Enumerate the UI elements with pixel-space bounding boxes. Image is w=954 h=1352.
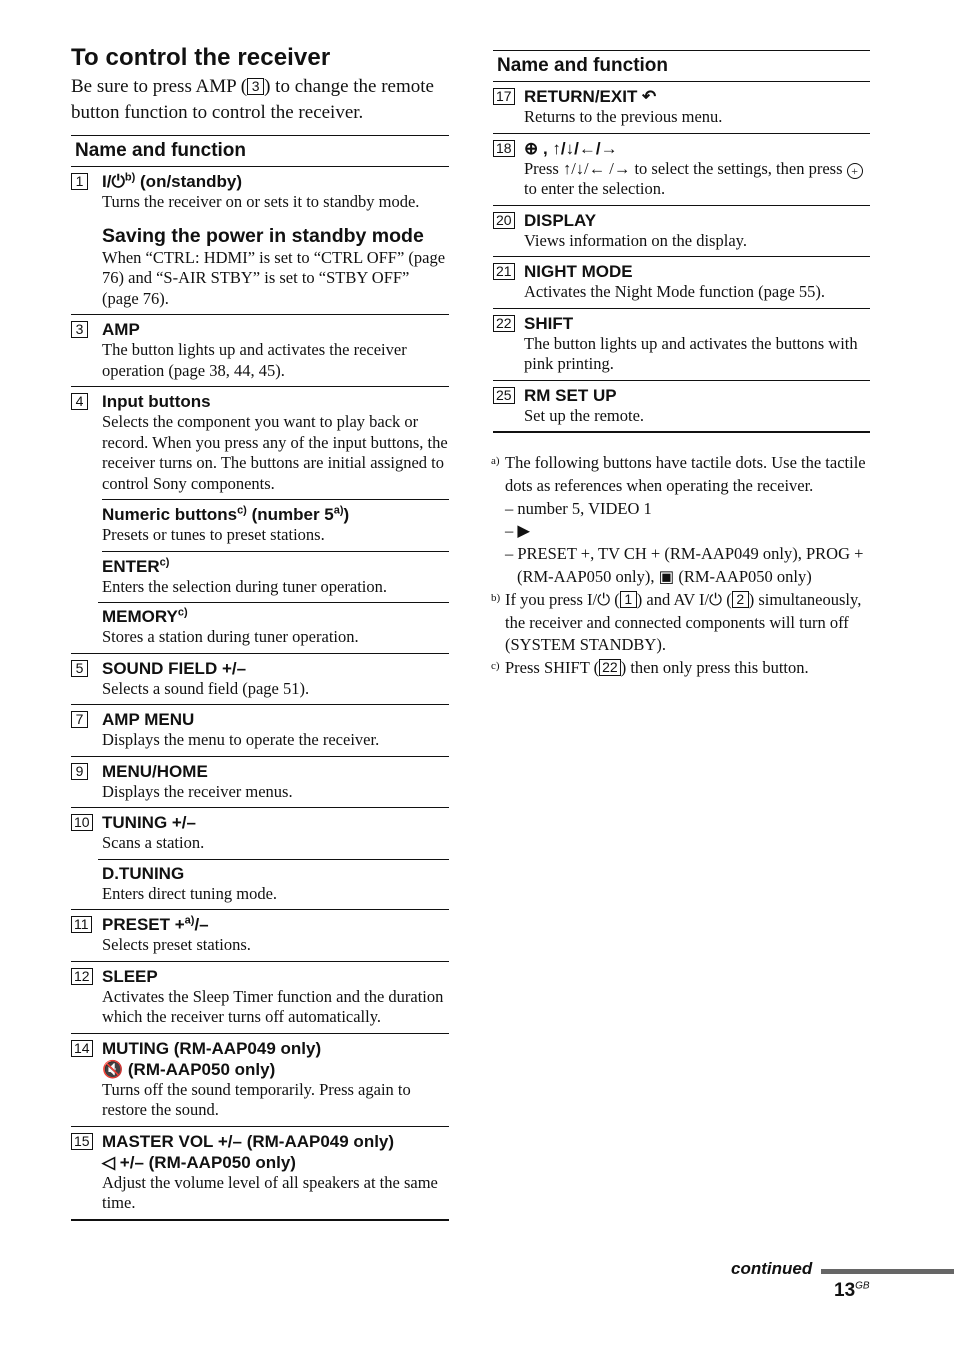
item-number: 12	[71, 968, 93, 985]
item-description: Activates the Sleep Timer function and the duration which the receiver turns off automatically.	[102, 986, 444, 1026]
item-description: Displays the menu to operate the receiver.	[102, 730, 380, 749]
table-header: Name and function	[493, 50, 870, 82]
item-number: 10	[71, 814, 93, 831]
table-row	[71, 910, 449, 962]
table-row	[71, 1127, 449, 1221]
item-name: MEMORY$^{c)}$	[102, 606, 188, 626]
item-name: Input buttons	[102, 392, 211, 411]
item-description: Selects the component you want to play back or record. When you press any of the input buttons, the receiver turns on. The buttons are initial assigned to control Sony components.	[102, 412, 448, 493]
item-name: SOUND FIELD +/–	[102, 658, 247, 678]
table-subrow	[102, 551, 449, 603]
item-number: 7	[71, 711, 88, 728]
continued-label: continued	[731, 1259, 813, 1278]
table-row	[71, 315, 449, 387]
right-function-table	[493, 50, 870, 433]
table-row	[71, 167, 449, 315]
item-number: 14	[71, 1040, 93, 1057]
item-name: SLEEP	[102, 966, 158, 986]
footnote-b: b) If you press I/⏻ ( 1 ) and AV I/⏻ ( 2 ) simultaneously, the receiver and connected components will turn off (SYSTEM STANDBY).	[491, 589, 862, 655]
item-name: AMP MENU	[102, 710, 195, 729]
item-name: RETURN/EXIT ↶	[524, 87, 657, 106]
item-description: Selects a sound field (page 51).	[102, 678, 310, 698]
item-number: 3	[71, 321, 88, 338]
footnote-ref: a)	[184, 914, 195, 927]
footnote-ref: a)	[333, 504, 344, 517]
item-name: MENU/HOME	[102, 761, 208, 781]
table-row	[71, 1034, 449, 1127]
footnote-ref: c)	[237, 504, 247, 517]
table-row	[71, 962, 449, 1034]
item-name: AMP	[102, 320, 140, 339]
table-row	[71, 808, 449, 859]
item-name: PRESET +$^{a)}$/–	[102, 914, 209, 934]
item-description: Selects preset stations.	[102, 935, 251, 954]
table-row	[493, 82, 870, 134]
footnote-a: a) The following buttons have tactile dots. Use the tactile dots as references when operating the receiver. – number 5, VIDEO 1 – ▶ – PRESET +, TV CH + (RM-AAP049 only), PROG + (RM-AAP050 only), ▣ (RM-AAP050 only)	[491, 453, 866, 586]
item-number: 4	[71, 393, 88, 410]
table-row	[71, 387, 449, 499]
item-description: Stores a station during tuner operation.	[102, 627, 359, 646]
section-title: Saving the power in standby mode	[102, 224, 424, 247]
footnote-ref: c)	[177, 606, 188, 619]
item-name: Numeric buttons$^{c)}$ (number 5$^{a)}$)	[102, 504, 350, 524]
item-number: 9	[71, 763, 88, 780]
table-row	[71, 705, 449, 757]
table-subrow	[102, 499, 449, 551]
item-name: SHIFT	[524, 313, 574, 333]
table-row	[493, 134, 870, 206]
table-header: Name and function	[71, 135, 449, 167]
footnotes	[491, 452, 871, 680]
item-name-alt: ◁ +/– (RM-AAP050 only)	[102, 1152, 296, 1172]
page-title: To control the receiver	[71, 44, 331, 71]
item-name: NIGHT MODE	[524, 262, 633, 281]
item-description: Presets or tunes to preset stations.	[102, 525, 325, 544]
item-description: Enters the selection during tuner operation.	[102, 576, 387, 596]
item-name: MUTING (RM-AAP049 only)	[102, 1038, 322, 1058]
item-name: RM SET UP	[524, 385, 617, 405]
intro-text: Be sure to press AMP ( 3 ) to change the remote button function to control the receiver.	[71, 76, 434, 123]
section-description: When “CTRL: HDMI” is set to “CTRL OFF” (page 76) and “S-AIR STBY” is set to “STBY OFF” (page 76).	[102, 247, 446, 308]
item-description: Displays the receiver menus.	[102, 781, 293, 801]
enter-circle-icon: +	[847, 163, 863, 179]
item-description: Set up the remote.	[524, 405, 645, 425]
item-number: 17	[493, 88, 515, 105]
table-row	[493, 309, 870, 381]
item-description: Turns the receiver on or sets it to standby mode.	[102, 192, 420, 211]
page-number: $13^{GB}$	[834, 1280, 870, 1301]
footnote-ref: b)	[124, 171, 136, 184]
item-number: 15	[71, 1133, 93, 1150]
left-function-table	[71, 135, 449, 1221]
footnote-c: c) Press SHIFT ( 22 ) then only press this button.	[491, 658, 809, 678]
footnote-ref: c)	[159, 555, 170, 568]
item-name: I/⏻$^{b)}$ (on/standby)	[102, 171, 243, 191]
table-subrow	[71, 602, 449, 654]
item-name: MASTER VOL +/– (RM-AAP049 only)	[102, 1131, 395, 1151]
table-row	[493, 381, 870, 434]
continued-bar	[821, 1269, 954, 1274]
item-description: Adjust the volume level of all speakers at the same time.	[102, 1172, 438, 1212]
table-row	[71, 757, 449, 809]
item-name: TUNING +/–	[102, 813, 196, 832]
item-description: The button lights up and activates the buttons with pink printing.	[524, 333, 858, 373]
item-number: 11	[71, 916, 92, 933]
item-name: DISPLAY	[524, 210, 597, 230]
item-description: Turns off the sound temporarily. Press again to restore the sound.	[102, 1079, 411, 1119]
item-number: 1	[71, 173, 88, 190]
item-name-alt: 🔇 (RM-AAP050 only)	[102, 1059, 276, 1079]
item-number: 21	[493, 263, 515, 280]
item-name: D.TUNING	[102, 863, 185, 883]
table-row	[71, 654, 449, 706]
item-description: Activates the Night Mode function (page 55).	[524, 282, 826, 301]
item-description: Enters direct tuning mode.	[102, 883, 278, 903]
table-subrow	[71, 859, 449, 911]
item-name: ⊕ , ↑/↓/←/→	[524, 138, 618, 158]
item-description: Scans a station.	[102, 833, 205, 852]
item-number: 20	[493, 212, 515, 229]
table-row	[493, 206, 870, 258]
item-description: The button lights up and activates the receiver operation (page 38, 44, 45).	[102, 340, 407, 380]
item-number: 5	[71, 660, 88, 677]
item-description: Returns to the previous menu.	[524, 107, 723, 126]
item-description: Views information on the display.	[524, 230, 747, 250]
item-description: Press ↑/↓/← /→ to select the settings, then press + to enter the selection.	[524, 159, 870, 200]
item-number: 25	[493, 387, 515, 404]
item-name: ENTER$^{c)}$	[102, 555, 170, 576]
item-number: 22	[493, 315, 515, 332]
table-row	[493, 257, 870, 309]
item-number: 18	[493, 140, 515, 157]
